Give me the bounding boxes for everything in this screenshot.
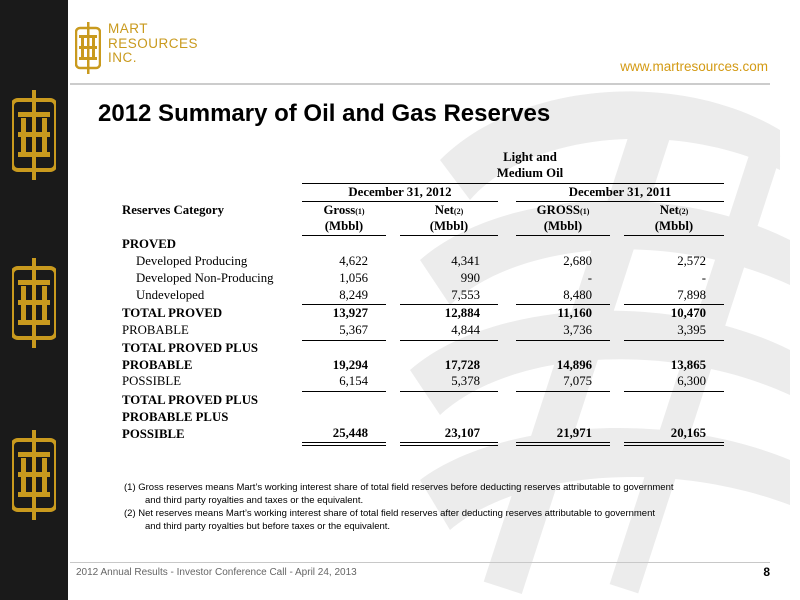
page-title: 2012 Summary of Oil and Gas Reserves bbox=[98, 100, 551, 127]
row-label: TOTAL PROVED bbox=[122, 306, 223, 320]
row-label: Developed Producing bbox=[136, 254, 248, 268]
table-rule bbox=[624, 445, 724, 446]
table-rule bbox=[516, 235, 610, 236]
table-rule bbox=[302, 304, 386, 305]
table-rule bbox=[400, 340, 498, 341]
table-cell: 19,294 bbox=[332, 358, 368, 372]
table-cell: 8,249 bbox=[339, 288, 368, 302]
table-cell: 7,553 bbox=[451, 288, 480, 302]
table-cell: 14,896 bbox=[556, 358, 592, 372]
table-rule bbox=[516, 442, 610, 443]
row-label: TOTAL PROVED PLUS bbox=[122, 393, 259, 407]
footer-text: 2012 Annual Results - Investor Conference Call - April 24, 2013 bbox=[76, 567, 357, 578]
col-net-2012-header: Net(2) bbox=[434, 203, 464, 217]
row-label: POSSIBLE bbox=[122, 427, 185, 441]
unit-label: (Mbbl) bbox=[654, 219, 694, 233]
row-label: PROBABLE bbox=[122, 358, 193, 372]
brand-line-2: RESOURCES bbox=[108, 35, 199, 51]
page-number: 8 bbox=[763, 565, 770, 579]
table-cell: 5,378 bbox=[451, 374, 480, 388]
table-rule bbox=[516, 201, 724, 202]
table-cell: 2,572 bbox=[677, 254, 706, 268]
period-2012-header: December 31, 2012 bbox=[348, 185, 452, 199]
table-rule bbox=[624, 391, 724, 392]
table-cell: 2,680 bbox=[563, 254, 592, 268]
table-cell: 10,470 bbox=[670, 306, 706, 320]
table-rule bbox=[516, 340, 610, 341]
category-header: Reserves Category bbox=[122, 203, 224, 217]
unit-label: (Mbbl) bbox=[543, 219, 583, 233]
table-rule bbox=[624, 340, 724, 341]
table-rule bbox=[516, 304, 610, 305]
table-rule bbox=[624, 235, 724, 236]
product-header-line-2: Medium Oil bbox=[496, 166, 564, 180]
table-rule bbox=[302, 442, 386, 443]
table-cell: 13,865 bbox=[670, 358, 706, 372]
table-rule bbox=[302, 235, 386, 236]
table-cell: 1,056 bbox=[339, 271, 368, 285]
section-proved: PROVED bbox=[122, 237, 177, 251]
table-rule bbox=[302, 445, 386, 446]
period-2011-header: December 31, 2011 bbox=[568, 185, 672, 199]
row-label: PROBABLE bbox=[122, 323, 189, 337]
table-cell: 25,448 bbox=[332, 426, 368, 440]
table-cell: 21,971 bbox=[556, 426, 592, 440]
footnotes bbox=[124, 481, 674, 533]
table-cell: 12,884 bbox=[444, 306, 480, 320]
table-cell: - bbox=[701, 271, 706, 285]
table-cell: 11,160 bbox=[557, 306, 592, 320]
unit-label: (Mbbl) bbox=[429, 219, 469, 233]
table-rule bbox=[400, 235, 498, 236]
table-rule bbox=[400, 442, 498, 443]
table-rule bbox=[624, 304, 724, 305]
table-cell: 5,367 bbox=[339, 323, 368, 337]
table-rule bbox=[302, 340, 386, 341]
table-cell: 7,075 bbox=[563, 374, 592, 388]
unit-label: (Mbbl) bbox=[324, 219, 364, 233]
product-header-line-1: Light and bbox=[503, 150, 557, 164]
col-gross-2011-header: GROSS(1) bbox=[536, 203, 590, 217]
table-rule bbox=[400, 445, 498, 446]
col-gross-2012-header: Gross(1) bbox=[323, 203, 365, 217]
table-cell: 4,844 bbox=[451, 323, 480, 337]
table-cell: 990 bbox=[460, 271, 480, 285]
col-net-2011-header: Net(2) bbox=[659, 203, 689, 217]
footnote-1: (1) Gross reserves means Mart’s working interest share of total field reserves before deducting reserves attributable to government bbox=[124, 482, 674, 493]
table-cell: 23,107 bbox=[444, 426, 480, 440]
row-label: TOTAL PROVED PLUS bbox=[122, 341, 259, 355]
table-rule bbox=[624, 442, 724, 443]
table-cell: 17,728 bbox=[444, 358, 480, 372]
table-cell: 6,154 bbox=[339, 374, 368, 388]
table-cell: 20,165 bbox=[670, 426, 706, 440]
table-cell: 13,927 bbox=[332, 306, 368, 320]
table-rule bbox=[516, 391, 610, 392]
table-cell: 4,341 bbox=[451, 254, 480, 268]
table-cell: 3,736 bbox=[563, 323, 592, 337]
table-cell: 4,622 bbox=[339, 254, 368, 268]
table-cell: 6,300 bbox=[677, 374, 706, 388]
table-rule bbox=[302, 183, 724, 184]
footnote-2: (2) Net reserves means Mart’s working interest share of total field reserves after deducting reserves attributable to government bbox=[124, 508, 656, 519]
table-rule bbox=[302, 391, 386, 392]
row-label: Developed Non-Producing bbox=[136, 271, 274, 285]
table-rule bbox=[400, 304, 498, 305]
footer-divider bbox=[70, 562, 770, 563]
footnote-1-cont: and third party royalties and taxes or the equivalent. bbox=[145, 495, 364, 506]
table-cell: 8,480 bbox=[563, 288, 592, 302]
row-label: POSSIBLE bbox=[122, 374, 182, 388]
row-label: PROBABLE PLUS bbox=[122, 410, 229, 424]
brand-line-3: INC. bbox=[108, 50, 137, 65]
footnote-2-cont: and third party royalties but before taxes or the equivalent. bbox=[145, 521, 391, 532]
table-rule bbox=[400, 391, 498, 392]
table-cell: - bbox=[587, 271, 592, 285]
table-rule bbox=[302, 201, 498, 202]
table-cell: 7,898 bbox=[677, 288, 706, 302]
table-cell: 3,395 bbox=[677, 323, 706, 337]
row-label: Undeveloped bbox=[136, 288, 205, 302]
brand-line-1: MART bbox=[108, 21, 149, 36]
website-link[interactable]: www.martresources.com bbox=[620, 59, 768, 74]
table-rule bbox=[516, 445, 610, 446]
